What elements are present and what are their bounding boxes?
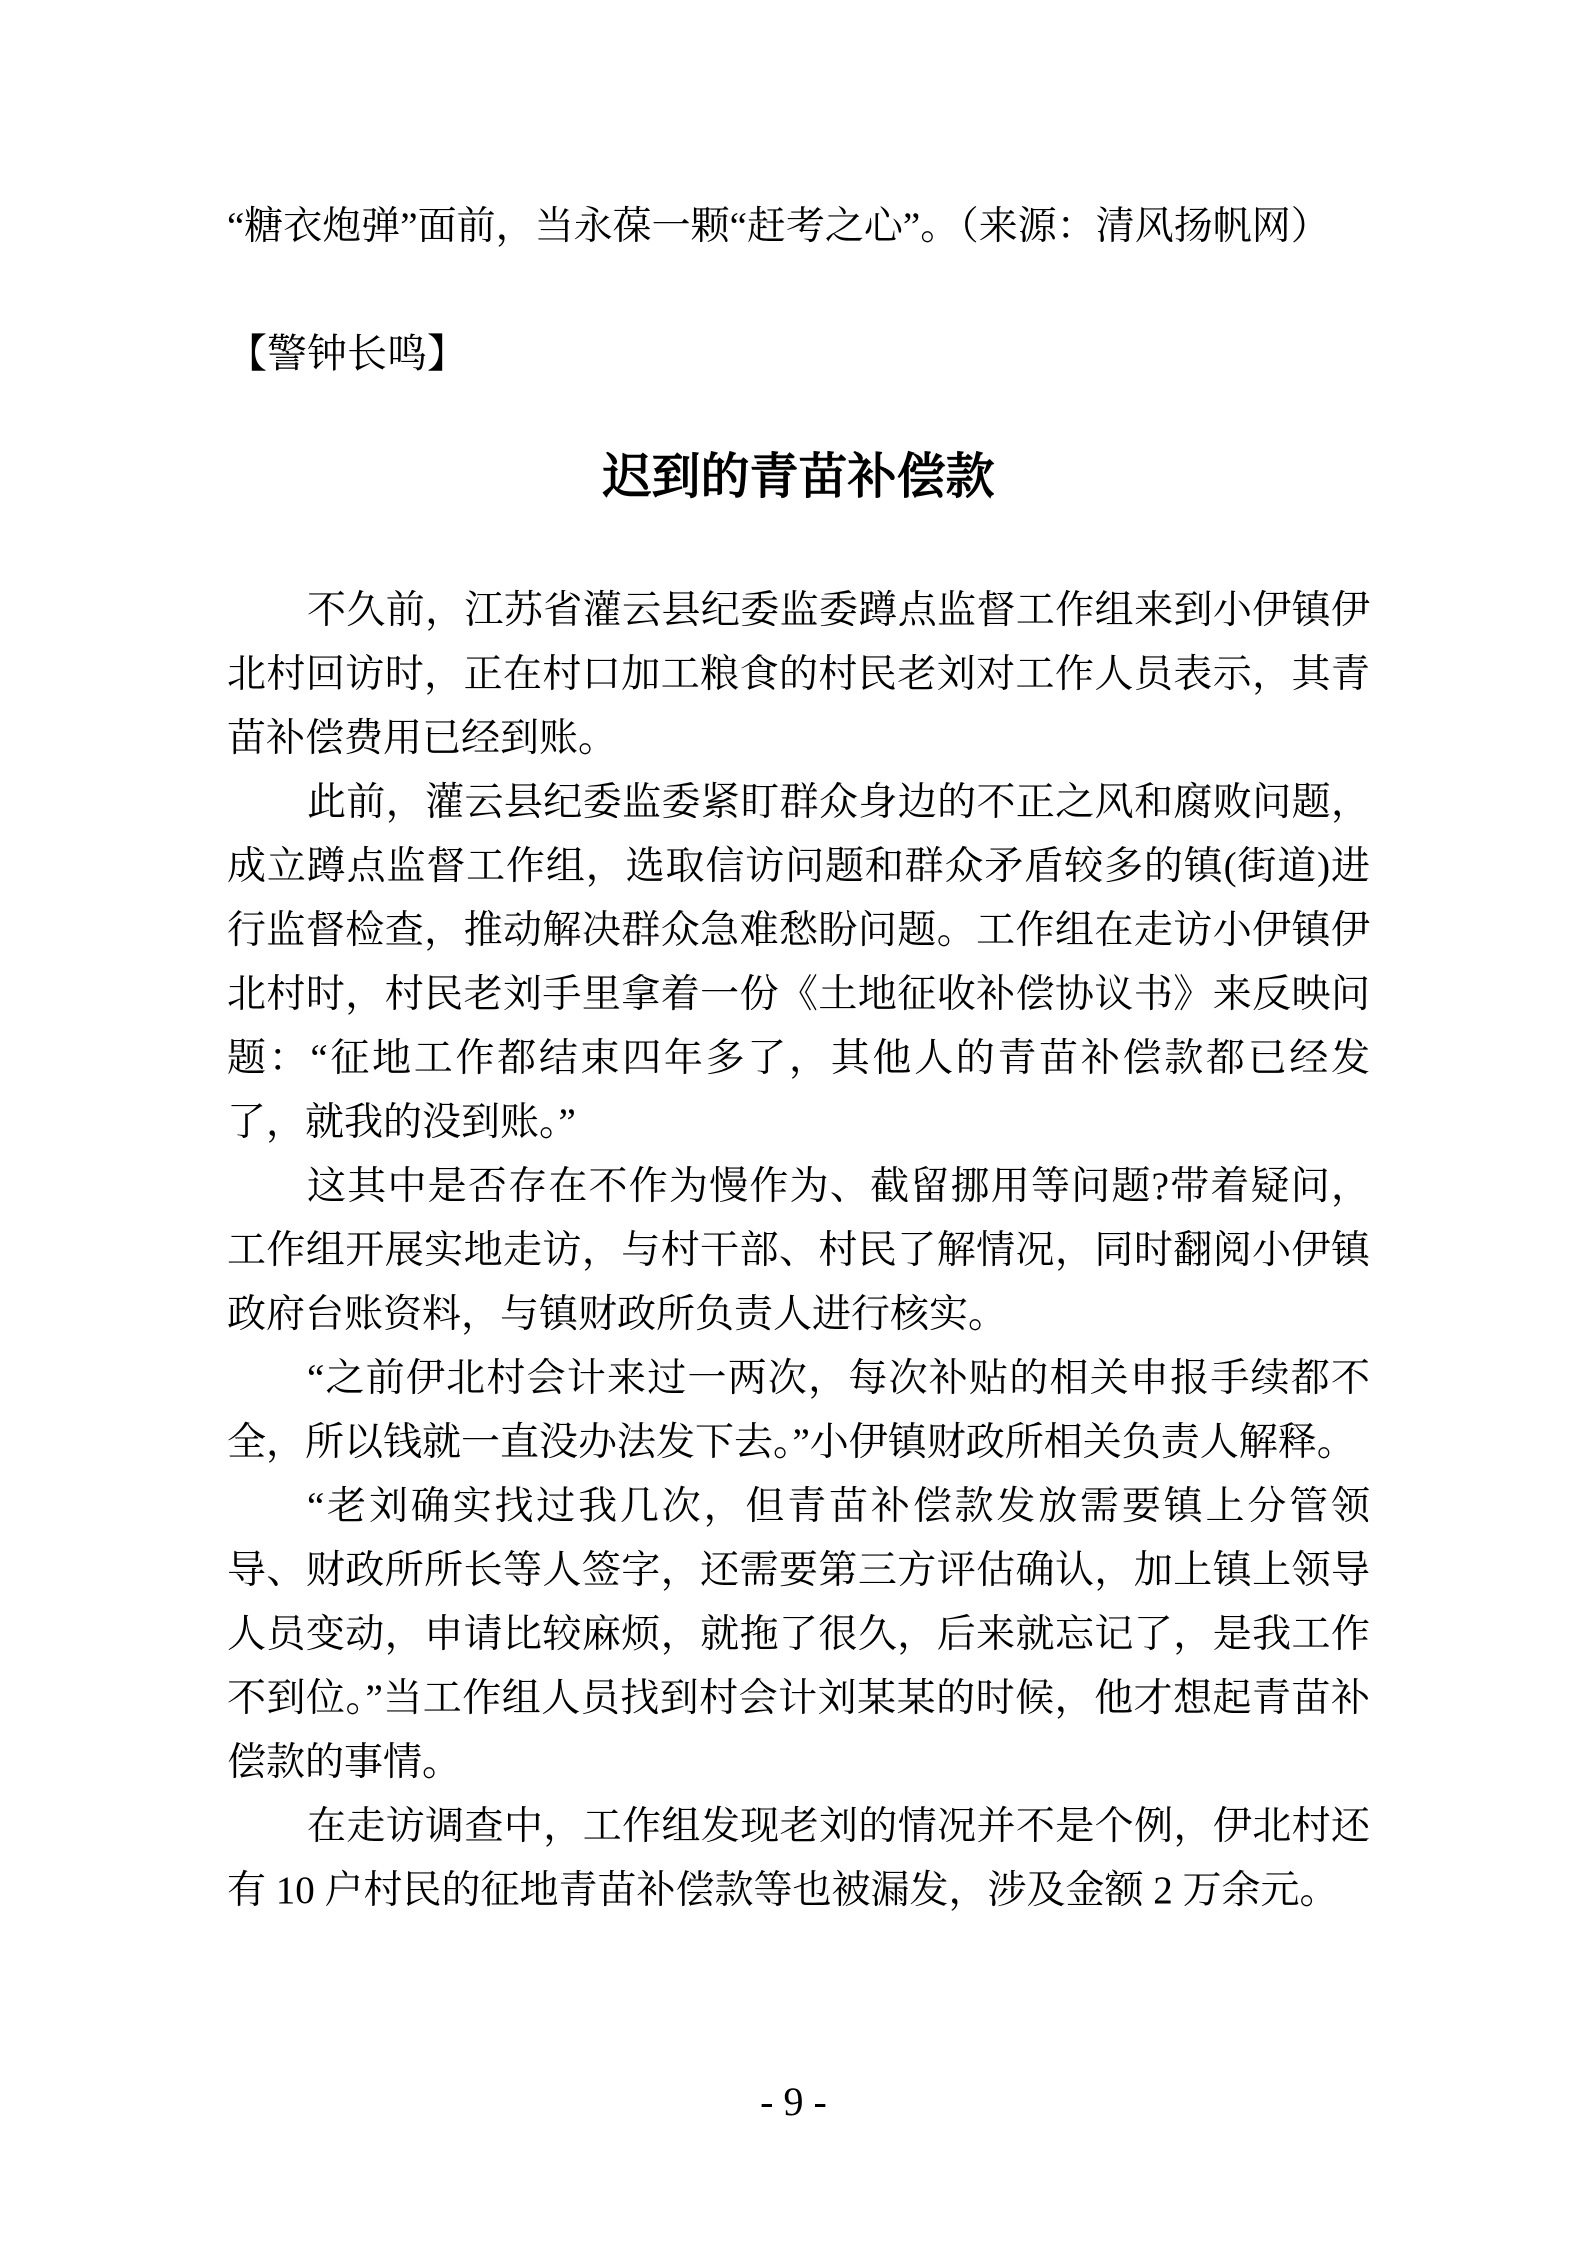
paragraph-2: 此前，灌云县纪委监委紧盯群众身边的不正之风和腐败问题，成立蹲点监督工作组，选取信访问题和群众矛盾较多的镇(街道)进行监督检查，推动解决群众急难愁盼问题。工作组在走访小伊镇伊北村时，村民老刘手里拿着一份《土地征收补偿协议书》来反映问题：“征地工作都结束四年多了，其他人的青苗补偿款都已经发了，就我的没到账。” (227, 781, 1370, 1144)
paragraph-3: 这其中是否存在不作为慢作为、截留挪用等问题?带着疑问，工作组开展实地走访，与村干部、村民了解情况，同时翻阅小伊镇政府台账资料，与镇财政所负责人进行核实。 (227, 1165, 1370, 1336)
paragraph-1: 不久前，江苏省灌云县纪委监委蹲点监督工作组来到小伊镇伊北村回访时，正在村口加工粮食的村民老刘对工作人员表示，其青苗补偿费用已经到账。 (227, 589, 1370, 760)
page-number: - 9 - (760, 2079, 827, 2124)
page-content (227, 195, 1370, 1923)
section-label: 【警钟长鸣】 (227, 331, 467, 376)
article-title: 迟到的青苗补偿款 (602, 449, 995, 504)
paragraph-5: “老刘确实找过我几次，但青苗补偿款发放需要镇上分管领导、财政所所长等人签字，还需要第三方评估确认，加上镇上领导人员变动，申请比较麻烦，就拖了很久，后来就忘记了，是我工作不到位。”当工作组人员找到村会计刘某某的时候，他才想起青苗补偿款的事情。 (227, 1485, 1370, 1784)
paragraph-6: 在走访调查中，工作组发现老刘的情况并不是个例，伊北村还有 10 户村民的征地青苗补偿款等也被漏发，涉及金额 2 万余元。 (227, 1805, 1370, 1912)
paragraph-4: “之前伊北村会计来过一两次，每次补贴的相关申报手续都不全，所以钱就一直没办法发下去。”小伊镇财政所相关负责人解释。 (227, 1357, 1370, 1464)
paragraph-continuation: “糖衣炮弹”面前，当永葆一颗“赶考之心”。（来源：清风扬帆网） (227, 205, 1330, 248)
